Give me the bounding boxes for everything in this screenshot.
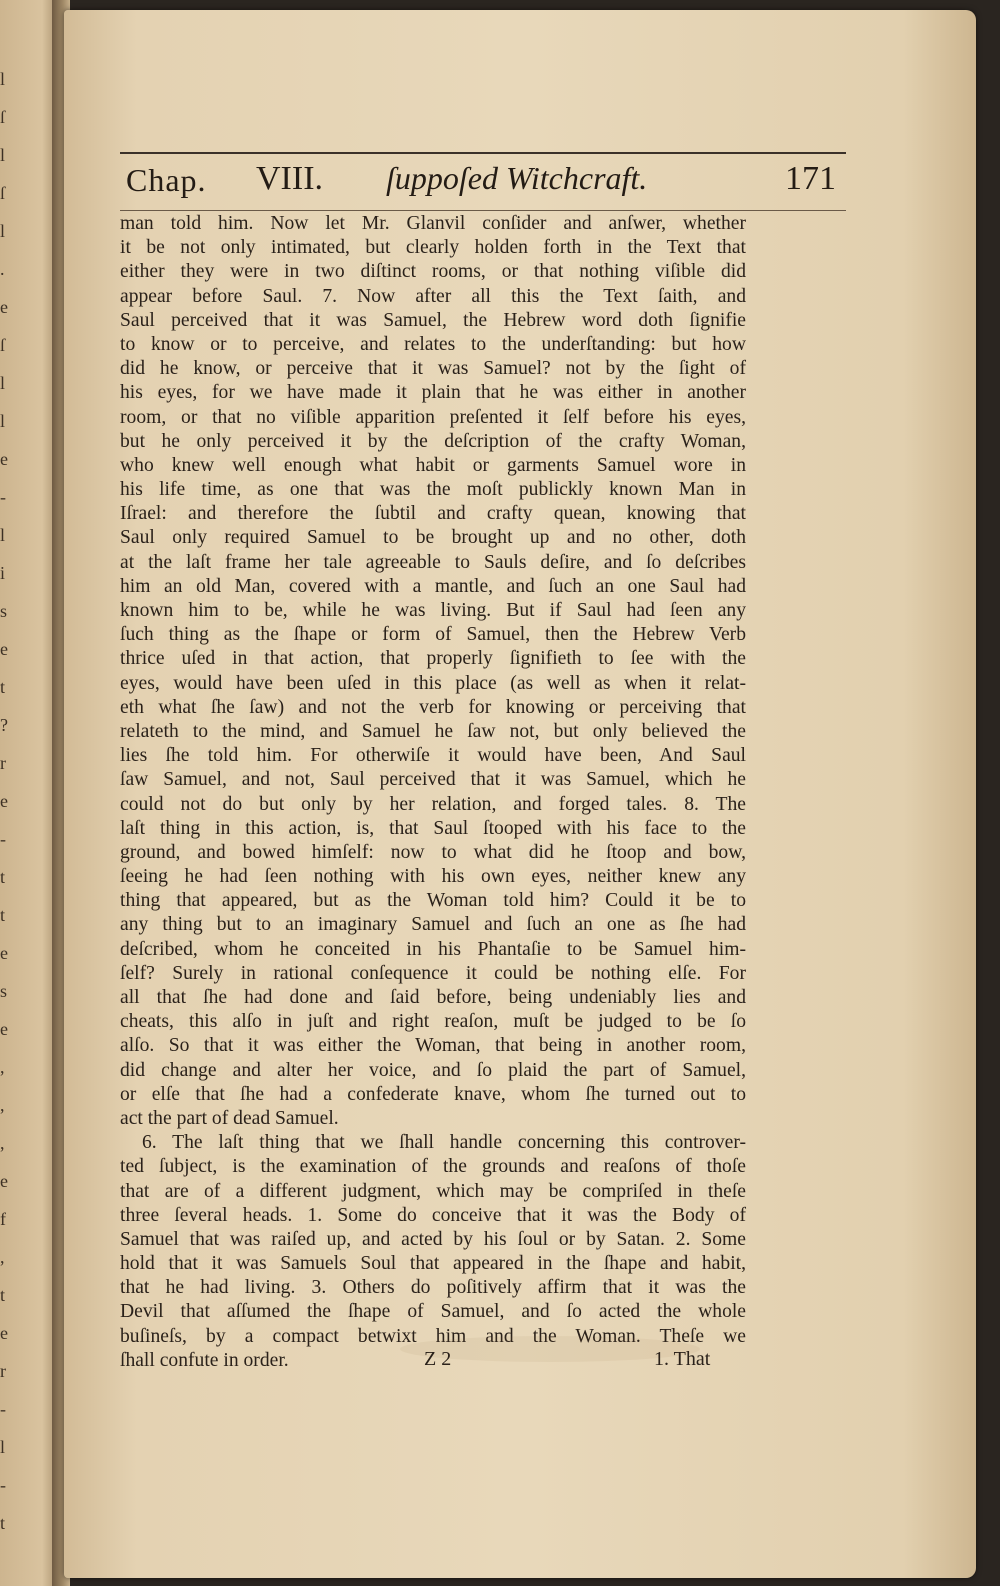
left-page-edge <box>0 0 60 1586</box>
text-line: three ſeveral heads. 1. Some do conceive that it was the Body of <box>120 1204 746 1226</box>
edge-letter: - <box>0 829 6 849</box>
text-line: eth what ſhe ſaw) and not the verb for knowing or perceiving that <box>120 696 746 718</box>
text-line: hold that it was Samuels Soul that appeared in the ſhape and habit, <box>120 1253 746 1275</box>
body-text <box>120 212 746 1373</box>
edge-letter: ſ <box>0 335 6 355</box>
text-line: it be not only intimated, but clearly holden forth in the Text that <box>120 237 746 259</box>
edge-letter: l <box>0 373 6 393</box>
text-line: eyes, would have been uſed in this place (as well as when it relat- <box>120 672 746 694</box>
text-line: any thing but to an imaginary Samuel and ſuch an one as ſhe had <box>120 914 746 936</box>
text-line: to know or to perceive, and relates to the underſtanding: but how <box>120 333 746 355</box>
header-rule-bottom <box>120 210 846 211</box>
text-line: thrice uſed in that action, that properly ſignifieth to ſee with the <box>120 648 746 670</box>
text-line: his eyes, for we have made it plain that he was either in another <box>120 382 746 404</box>
text-line: Saul only required Samuel to be brought up and no other, doth <box>120 527 746 549</box>
text-line: that are of a different judgment, which may be compriſed in theſe <box>120 1180 746 1202</box>
edge-letter: t <box>0 1285 6 1305</box>
edge-letter: l <box>0 1437 6 1457</box>
page-number: 171 <box>785 160 836 197</box>
text-line: that he had living. 3. Others do poſitively affirm that it was the <box>120 1277 746 1299</box>
text-line: Saul perceived that it was Samuel, the Hebrew word doth ſignifie <box>120 309 746 331</box>
edge-letter: - <box>0 1399 6 1419</box>
edge-letter: - <box>0 1475 6 1495</box>
text-line: ſeeing he had ſeen nothing with his own eyes, neither knew any <box>120 866 746 888</box>
running-head <box>124 156 844 208</box>
running-title: ſuppoſed Witchcraft. <box>386 160 648 196</box>
text-line: cheats, this alſo in juſt and right reaſon, muſt be judged to be ſo <box>120 1011 746 1033</box>
chapter-number: VIII. <box>256 160 324 197</box>
text-line: act the part of dead Samuel. <box>120 1107 339 1129</box>
edge-letter: t <box>0 677 6 697</box>
text-line: his life time, as one that was the moſt publickly known Man in <box>120 479 746 501</box>
edge-letter: l <box>0 411 6 431</box>
edge-letter: s <box>0 981 8 1001</box>
text-line: alſo. So that it was either the Woman, that being in another room, <box>120 1035 746 1057</box>
edge-letter: r <box>0 753 6 773</box>
catchword: 1. That <box>654 1348 711 1370</box>
edge-letter: , <box>0 1133 5 1153</box>
text-line: either they were in two diſtinct rooms, or that nothing viſible did <box>120 261 746 283</box>
edge-letter: ? <box>0 715 8 735</box>
edge-letter: e <box>0 1171 8 1191</box>
edge-letter: t <box>0 905 6 925</box>
edge-letter: t <box>0 867 6 887</box>
chapter-label: Chap. <box>126 162 207 198</box>
text-line: buſineſs, by a compact betwixt him and the Woman. Theſe we <box>120 1325 746 1347</box>
text-line: but he only perceived it by the deſcription of the crafty Woman, <box>120 430 746 452</box>
edge-letter: l <box>0 221 6 241</box>
edge-letter: e <box>0 297 8 317</box>
edge-letter: e <box>0 1019 8 1039</box>
text-line: did change and alter her voice, and ſo plaid the part of Samuel, <box>120 1059 746 1081</box>
edge-letter: l <box>0 525 6 545</box>
text-line: all that ſhe had done and ſaid before, being undeniably lies and <box>120 987 746 1008</box>
text-line: relateth to the mind, and Samuel he ſaw not, but only believed the <box>120 720 746 742</box>
text-line: ſhall confute in order. <box>120 1349 289 1371</box>
left-page-edge-letters <box>0 60 12 1542</box>
edge-letter: . <box>0 259 5 279</box>
edge-letter: i <box>0 563 6 583</box>
edge-letter: t <box>0 1513 6 1533</box>
edge-letter: s <box>0 601 8 621</box>
text-line: room, or that no viſible apparition preſented it ſelf before his eyes, <box>120 406 746 428</box>
text-line: did he know, or perceive that it was Samuel? not by the ſight of <box>120 358 746 380</box>
edge-letter: ſ <box>0 107 6 127</box>
text-line: Devil that aſſumed the ſhape of Samuel, and ſo acted the whole <box>120 1301 746 1323</box>
text-line: ted ſubject, is the examination of the grounds and reaſons of thoſe <box>120 1156 746 1178</box>
edge-letter: e <box>0 1323 8 1343</box>
edge-letter: ſ <box>0 183 6 203</box>
edge-letter: l <box>0 69 6 89</box>
text-line: man told him. Now let Mr. Glanvil conſider and anſwer, whether <box>120 213 746 234</box>
text-line: thing that appeared, but as the Woman told him? Could it be to <box>120 890 746 912</box>
edge-letter: l <box>0 145 6 165</box>
header-rule-top <box>120 152 846 154</box>
edge-letter: e <box>0 791 8 811</box>
text-line: laſt thing in this action, is, that Saul ſtooped with his face to the <box>120 817 746 839</box>
edge-letter: e <box>0 449 8 469</box>
edge-letter: f <box>0 1209 6 1229</box>
text-line: ſelf? Surely in rational conſequence it could be nothing elſe. For <box>120 962 746 984</box>
text-line: or elſe that ſhe had a confederate knave, whom ſhe turned out to <box>120 1083 746 1105</box>
text-line: who knew well enough what habit or garments Samuel wore in <box>120 454 746 476</box>
text-line: at the laſt frame her tale agreeable to Sauls deſire, and ſo deſcribes <box>120 551 746 573</box>
text-line: could not do but only by her relation, and forged tales. 8. The <box>120 793 746 815</box>
text-line: him an old Man, covered with a mantle, and ſuch an one Saul had <box>120 575 746 597</box>
text-line: ground, and bowed himſelf: now to what did he ſtoop and bow, <box>120 841 746 863</box>
signature-mark: Z 2 <box>424 1348 452 1370</box>
edge-letter: , <box>0 1057 5 1077</box>
text-line: 6. The laſt thing that we ſhall handle concerning this controver- <box>142 1132 746 1154</box>
text-line: ſaw Samuel, and not, Saul perceived that it was Samuel, which he <box>120 769 746 791</box>
text-line: known him to be, while he was living. But if Saul had ſeen any <box>120 600 746 621</box>
edge-letter: , <box>0 1095 5 1115</box>
edge-letter: , <box>0 1247 5 1267</box>
edge-letter: r <box>0 1361 6 1381</box>
text-line: appear before Saul. 7. Now after all this the Text ſaith, and <box>120 285 746 307</box>
edge-letter: - <box>0 487 6 507</box>
text-line: lies ſhe told him. For otherwiſe it would have been, And Saul <box>120 745 746 767</box>
text-line: Iſrael: and therefore the ſubtil and crafty quean, knowing that <box>120 503 746 525</box>
text-line: ſuch thing as the ſhape or form of Samuel, then the Hebrew Verb <box>120 624 746 646</box>
edge-letter: e <box>0 943 8 963</box>
text-line: deſcribed, whom he conceited in his Phantaſie to be Samuel him- <box>120 938 746 960</box>
edge-letter: e <box>0 639 8 659</box>
text-line: Samuel that was raiſed up, and acted by his ſoul or by Satan. 2. Some <box>120 1228 746 1250</box>
